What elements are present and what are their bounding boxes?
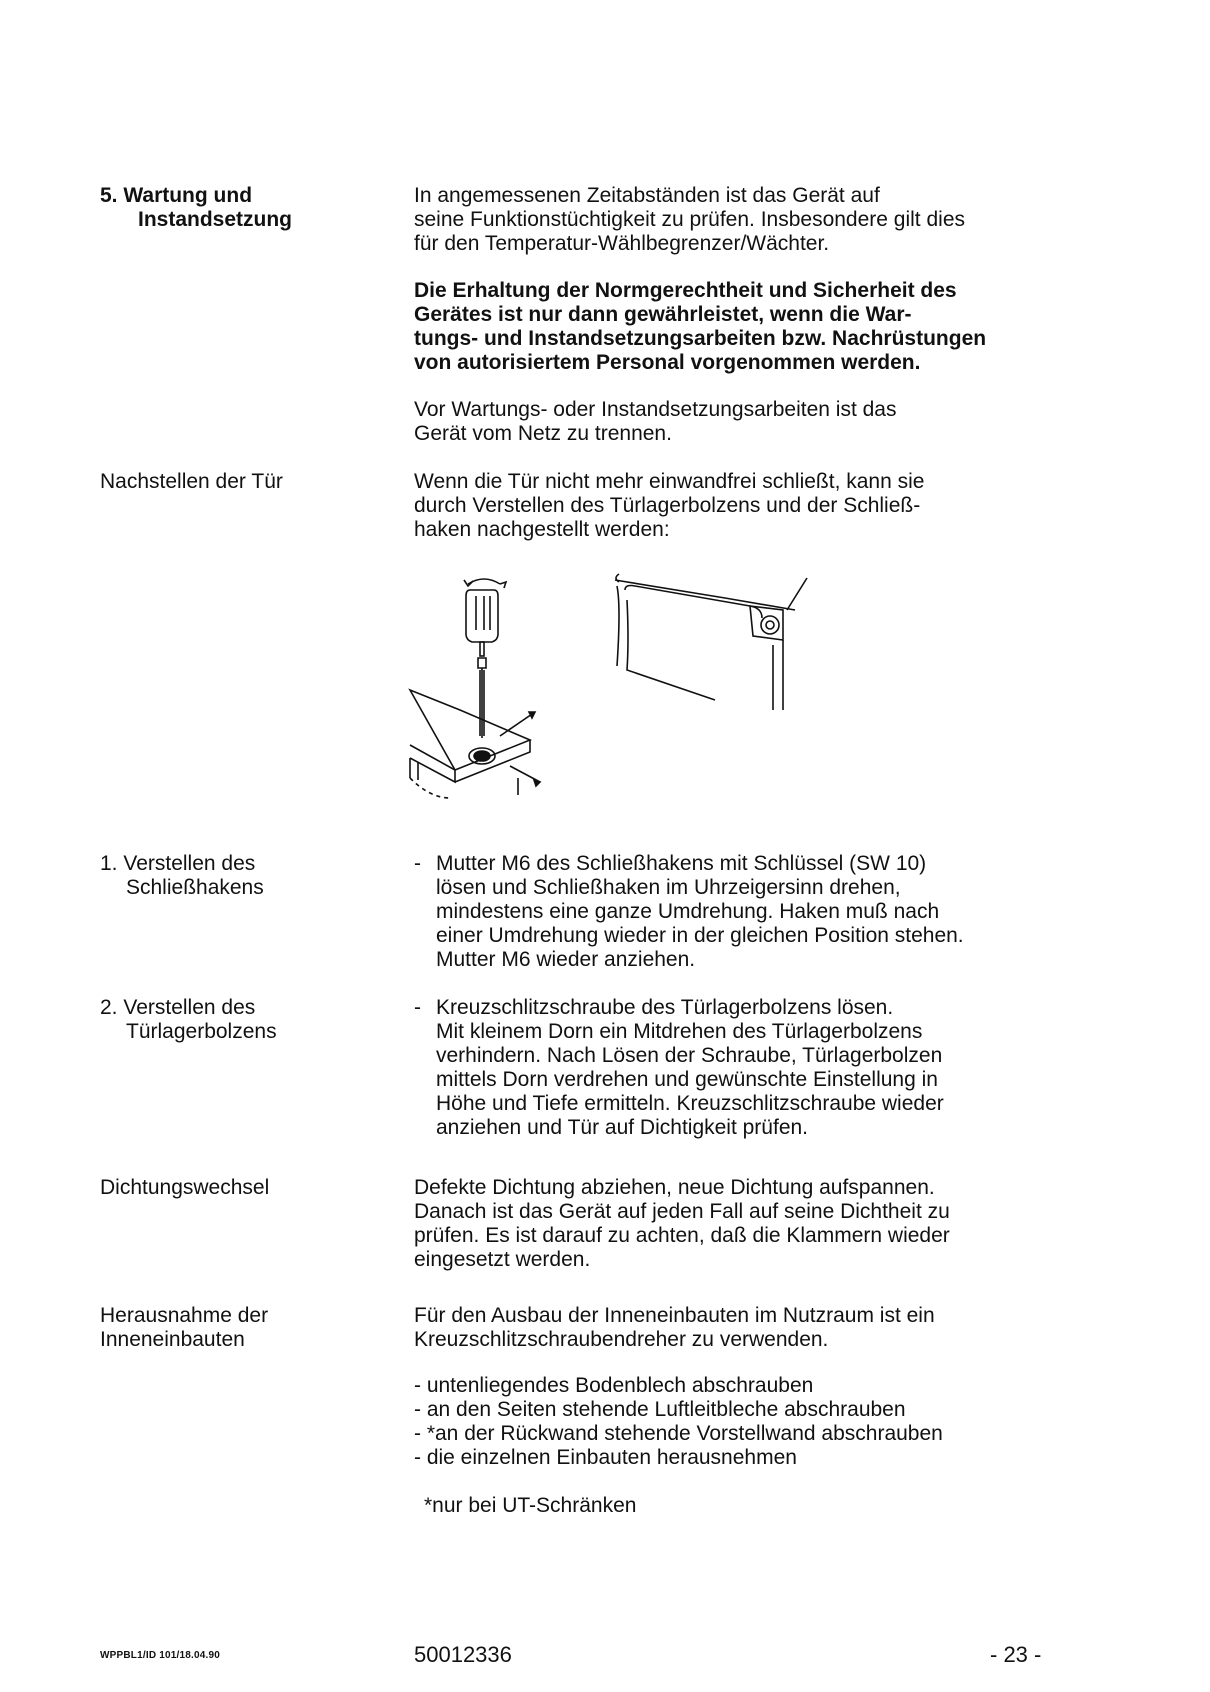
step1-label-line2: Schließhakens (126, 876, 264, 899)
screwdriver-hinge-illustration (400, 570, 600, 825)
step2-label-line1: 2. Verstellen des (100, 996, 256, 1019)
step1-text: Mutter M6 des Schließhakens mit Schlüssel (SW 10) lösen und Schließhaken im Uhrzeigersinn drehen, mindestens eine ganze Umdrehung. Haken muß nach einer Umdrehung wieder in der gleichen Position stehen. Mutter M6 wieder anziehen. (436, 852, 964, 971)
maintenance-intro-paragraph: In angemessenen Zeitabständen ist das Gerät auf seine Funktionstüchtigkeit zu prüfen. Insbesondere gilt dies für den Temperatur-Wählbegrenzer/Wächter. (414, 184, 965, 255)
step2-label-line2: Türlagerbolzens (126, 1020, 277, 1043)
disconnect-power-paragraph: Vor Wartungs- oder Instandsetzungsarbeiten ist das Gerät vom Netz zu trennen. (414, 398, 897, 445)
door-adjust-paragraph: Wenn die Tür nicht mehr einwandfrei schließt, kann sie durch Verstellen des Türlagerbolzens und der Schließ- haken nachgestellt werden: (414, 470, 925, 541)
list-item: - an den Seiten stehende Luftleitbleche abschrauben (414, 1398, 906, 1421)
safety-notice-paragraph: Die Erhaltung der Normgerechtheit und Sicherheit des Gerätes ist nur dann gewährleistet, wenn die War- tungs- und Instandsetzungsarbeiten bzw. Nachrüstungen von autorisiertem Personal vorgenommen werden. (414, 279, 987, 374)
door-adjust-label: Nachstellen der Tür (100, 470, 283, 493)
part-number: 50012336 (414, 1642, 512, 1667)
section-heading-line1: 5. Wartung und (100, 184, 253, 207)
step2-dash: - (414, 996, 421, 1019)
step2-label (100, 996, 400, 1044)
document-code: WPPBL1/ID 101/18.04.90 (100, 1650, 221, 1661)
removal-label: Herausnahme der Inneneinbauten (100, 1304, 269, 1351)
step2-text: Kreuzschlitzschraube des Türlagerbolzens lösen. Mit kleinem Dorn ein Mitdrehen des Türlagerbolzens verhindern. Nach Lösen der Schraube, Türlagerbolzen mittels Dorn verdrehen und gewünschte Einstellung in Höhe und Tiefe ermitteln. Kreuzschlitzschraube wieder anziehen und Tür auf Dichtigkeit prüfen. (436, 996, 944, 1139)
step1-dash: - (414, 852, 421, 875)
removal-list (414, 1374, 1064, 1470)
seal-label: Dichtungswechsel (100, 1176, 270, 1199)
page-number: - 23 - (990, 1642, 1042, 1667)
footnote: *nur bei UT-Schränken (424, 1494, 637, 1517)
section-heading (100, 184, 400, 232)
section-heading-line2: Instandsetzung (138, 208, 293, 231)
door-hinge-illustration (605, 570, 815, 730)
removal-paragraph: Für den Ausbau der Inneneinbauten im Nutzraum ist ein Kreuzschlitzschraubendreher zu verwenden. (414, 1304, 935, 1351)
list-item: - *an der Rückwand stehende Vorstellwand abschrauben (414, 1422, 943, 1445)
step1-label (100, 852, 400, 900)
seal-paragraph: Defekte Dichtung abziehen, neue Dichtung aufspannen. Danach ist das Gerät auf jeden Fall auf seine Dichtheit zu prüfen. Es ist darauf zu achten, daß die Klammern wieder eingesetzt werden. (414, 1176, 950, 1271)
list-item: - die einzelnen Einbauten herausnehmen (414, 1446, 797, 1469)
step1-label-line1: 1. Verstellen des (100, 852, 256, 875)
list-item: - untenliegendes Bodenblech abschrauben (414, 1374, 814, 1397)
